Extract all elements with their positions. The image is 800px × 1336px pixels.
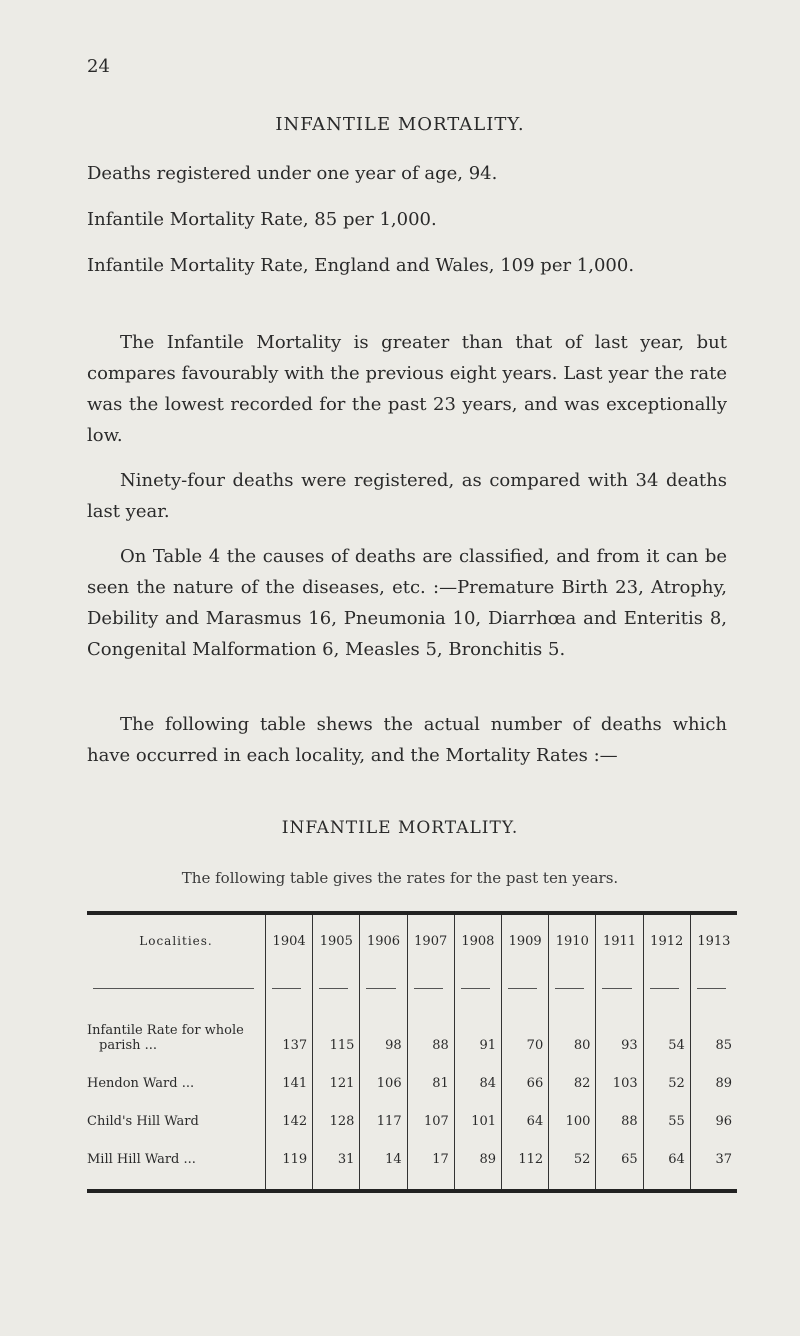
deaths-registered-paragraph: Deaths registered under one year of age, 94.	[87, 163, 498, 184]
table-row	[87, 1053, 737, 1091]
table-cell: 52	[643, 1053, 690, 1091]
table-cell: 52	[549, 1129, 596, 1167]
table-intro-paragraph: The following table shews the actual number of deaths which have occurred in each locality, and the Mortality Rates :—	[87, 714, 727, 766]
deaths-count-paragraph: Ninety-four deaths were registered, as compared with 34 deaths last year.	[87, 470, 727, 522]
table-cell: 91	[454, 989, 501, 1053]
table-cell: 14	[360, 1129, 407, 1167]
table-cell: 70	[502, 989, 549, 1053]
table-cell: 137	[266, 989, 313, 1053]
table-caption: The following table gives the rates for the past ten years.	[181, 869, 619, 887]
year-header: 1909	[502, 913, 549, 967]
year-header: 1913	[690, 913, 737, 967]
england-wales-rate-paragraph: Infantile Mortality Rate, England and Wales, 109 per 1,000.	[87, 255, 635, 276]
table-cell: 101	[454, 1091, 501, 1129]
table-cell: 64	[502, 1091, 549, 1129]
mortality-rate-paragraph: Infantile Mortality Rate, 85 per 1,000.	[87, 209, 437, 230]
table-cell: 82	[549, 1053, 596, 1091]
table-cell: 37	[690, 1129, 737, 1167]
table-cell: 142	[266, 1091, 313, 1129]
table-cell: 54	[643, 989, 690, 1053]
table-cell: 93	[596, 989, 643, 1053]
table-row	[87, 1129, 737, 1167]
table-cell: 88	[596, 1091, 643, 1129]
comparison-paragraph: The Infantile Mortality is greater than that of last year, but compares favourably with the previous eight years. Last year the rate was the lowest recorded for the past 23 years, and was exceptionally low.	[87, 332, 727, 446]
table-cell: 31	[313, 1129, 360, 1167]
table-cell: 64	[643, 1129, 690, 1167]
row-label: Mill Hill Ward ...	[87, 1152, 196, 1167]
table-cell: 141	[266, 1053, 313, 1091]
table-row	[87, 989, 737, 1053]
year-header: 1905	[313, 913, 360, 967]
table-cell: 88	[407, 989, 454, 1053]
table-header-row	[87, 913, 737, 967]
table-cell: 117	[360, 1091, 407, 1129]
year-header: 1910	[549, 913, 596, 967]
table-cell: 89	[690, 1053, 737, 1091]
table-cell: 84	[454, 1053, 501, 1091]
table-cell: 65	[596, 1129, 643, 1167]
causes-paragraph: On Table 4 the causes of deaths are classified, and from it can be seen the nature of the diseases, etc. :—Premature Birth 23, Atrophy, Debility and Marasmus 16, Pneumonia 10, Diarrhœa and Enteritis 8, Congenital Malformation 6, Measles 5, Bronchitis 5.	[87, 546, 727, 660]
table-cell: 85	[690, 989, 737, 1053]
year-header: 1904	[266, 913, 313, 967]
table-cell: 98	[360, 989, 407, 1053]
table-cell: 121	[313, 1053, 360, 1091]
table-cell: 96	[690, 1091, 737, 1129]
year-header: 1912	[643, 913, 690, 967]
localities-header: Localities.	[139, 934, 213, 948]
table-cell: 106	[360, 1053, 407, 1091]
page-title: INFANTILE MORTALITY.	[275, 114, 525, 135]
table-cell: 115	[313, 989, 360, 1053]
table-cell: 103	[596, 1053, 643, 1091]
table-row	[87, 1091, 737, 1129]
table-cell: 66	[502, 1053, 549, 1091]
table-cell: 107	[407, 1091, 454, 1129]
year-header: 1911	[596, 913, 643, 967]
page-number: 24	[87, 56, 110, 77]
table-cell: 128	[313, 1091, 360, 1129]
table-cell: 100	[549, 1091, 596, 1129]
year-header: 1906	[360, 913, 407, 967]
row-label: Infantile Rate for whole parish ...	[87, 1023, 244, 1053]
table-cell: 112	[502, 1129, 549, 1167]
divider-row	[87, 967, 737, 989]
year-header: 1908	[454, 913, 501, 967]
spacer-row	[87, 1167, 737, 1191]
table-cell: 17	[407, 1129, 454, 1167]
table-cell: 119	[266, 1129, 313, 1167]
year-header: 1907	[407, 913, 454, 967]
row-label: Child's Hill Ward	[87, 1114, 199, 1129]
table-cell: 89	[454, 1129, 501, 1167]
row-label: Hendon Ward ...	[87, 1076, 195, 1091]
table-cell: 81	[407, 1053, 454, 1091]
mortality-rates-table	[87, 911, 737, 1193]
table-title: INFANTILE MORTALITY.	[281, 818, 519, 838]
table-cell: 80	[549, 989, 596, 1053]
table-cell: 55	[643, 1091, 690, 1129]
